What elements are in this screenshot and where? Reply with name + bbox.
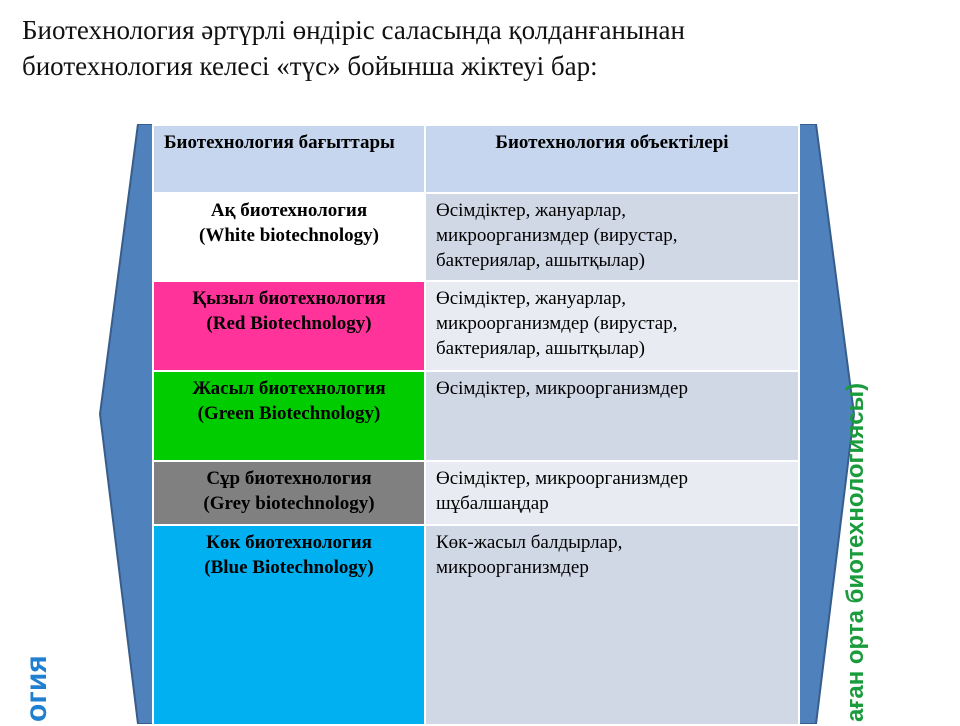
direction-cell-green: Жасыл биотехнология (Green Biotechnology)	[153, 371, 425, 461]
header-directions: Биотехнология бағыттары	[153, 125, 425, 193]
heading-line-1: Биотехнология әртүрлі өндіріс саласында қолданғанынан	[22, 15, 685, 45]
direction-cell-grey: Сұр биотехнология (Grey biotechnology)	[153, 461, 425, 525]
table-header-row	[153, 125, 799, 193]
left-vertical-label: огия	[20, 655, 53, 722]
table-row	[153, 193, 799, 281]
left-arrow-shape	[96, 124, 158, 724]
objects-cell: Өсімдіктер, микроорганизмдер	[425, 371, 799, 461]
direction-cell-red: Қызыл биотехнология (Red Biotechnology)	[153, 281, 425, 371]
objects-cell: Өсімдіктер, жануарлар, микроорганизмдер (вирустар, бактериялар, ашытқылар)	[425, 193, 799, 281]
table-row	[153, 371, 799, 461]
table-row	[153, 461, 799, 525]
direction-cell-white: Ақ биотехнология (White biotechnology)	[153, 193, 425, 281]
direction-cell-blue: Көк биотехнология (Blue Biotechnology)	[153, 525, 425, 725]
right-vertical-label: аған орта биотехнологиясы)	[842, 382, 869, 722]
objects-cell: Көк-жасыл балдырлар, микроорганизмдер	[425, 525, 799, 725]
table-row	[153, 281, 799, 371]
heading-line-2: биотехнология келесі «түс» бойынша жіктеуі бар:	[22, 51, 598, 81]
slide-heading	[22, 12, 922, 84]
objects-cell: Өсімдіктер, микроорганизмдер шұбалшаңдар	[425, 461, 799, 525]
objects-cell: Өсімдіктер, жануарлар, микроорганизмдер (вирустар, бактериялар, ашытқылар)	[425, 281, 799, 371]
table-row	[153, 525, 799, 725]
header-objects: Биотехнология объектілері	[425, 125, 799, 193]
biotech-table	[152, 124, 800, 726]
